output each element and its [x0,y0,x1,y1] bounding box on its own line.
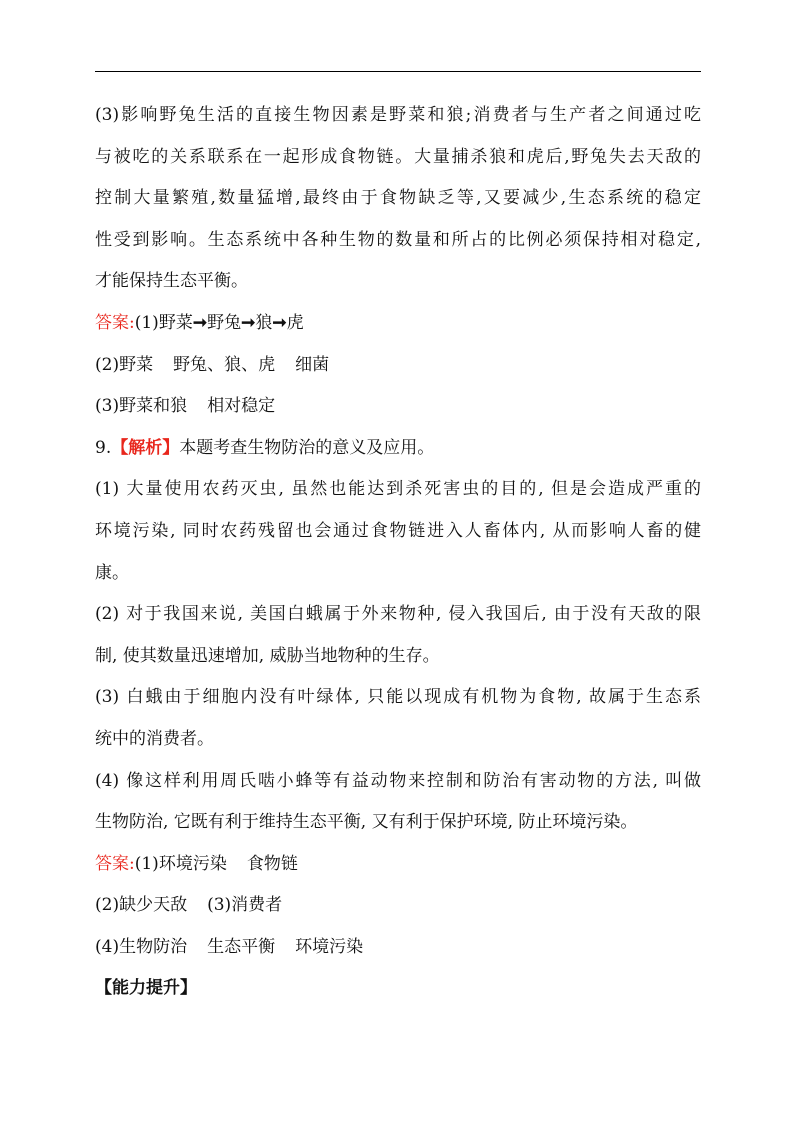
explanation-line: 性受到影响。生态系统中各种生物的数量和所占的比例必须保持相对稳定, [95,229,701,250]
answer-line [95,846,701,888]
answer-item: 相对稳定 [207,396,276,417]
answer-part-prefix: (1) [134,312,159,333]
answer-line [95,305,701,347]
answer-item: (3)野菜和狼 [95,396,188,417]
answer-item: (1)环境污染 [134,853,227,874]
answer-item: 生态平衡 [207,936,276,957]
explanation-line: 才能保持生态平衡。 [95,271,248,292]
answer-item: 细菌 [295,354,330,375]
food-chain-item: 野兔 [207,312,242,333]
answer-label: 答案: [95,312,135,333]
answer-item: (2)野菜 [95,354,154,375]
answer-item: (2)缺少天敌 [95,895,188,916]
question-intro: 本题考查生物防治的意义及应用。 [179,437,435,458]
explanation-line: 与被吃的关系联系在一起形成食物链。大量捕杀狼和虎后,野兔失去天敌的 [95,146,701,167]
explanation-line: (4) 像这样利用周氏啮小蜂等有益动物来控制和防治有害动物的方法, 叫做 [95,770,701,791]
explanation-line: 制, 使其数量迅速增加, 威胁当地物种的生存。 [95,645,440,666]
question-heading [95,430,701,472]
explanation-line: 统中的消费者。 [95,728,214,749]
answer-line [95,887,701,929]
explanation-line: (1) 大量使用农药灭虫, 虽然也能达到杀死害虫的目的, 但是会造成严重的 [95,479,701,500]
answer-line [95,388,701,430]
answer-item: 食物链 [246,853,298,874]
food-chain-arrow-icon: ➞ [272,312,287,333]
answer-item: (3)消费者 [207,895,283,916]
section-heading: 【能力提升】 [95,978,197,999]
analysis-tag: 【解析】 [111,437,180,458]
answer-item: 环境污染 [295,936,364,957]
explanation-line: (3)影响野兔生活的直接生物因素是野菜和狼;消费者与生产者之间通过吃 [95,105,701,125]
explanation-line: 生物防治, 它既有利于维持生态平衡, 又有利于保护环境, 防止环境污染。 [95,812,638,833]
document-body [95,97,701,1012]
answer-line [95,347,701,389]
question-number: 9. [95,437,112,458]
answer-item: (4)生物防治 [95,936,188,957]
food-chain-item: 虎 [286,312,304,333]
answer-item: 野兔、狼、虎 [173,354,276,375]
answer-label: 答案: [95,853,135,874]
explanation-line: 控制大量繁殖,数量猛增,最终由于食物缺乏等,又要减少,生态系统的稳定 [95,188,701,209]
explanation-line: 环境污染, 同时农药残留也会通过食物链进入人畜体内, 从而影响人畜的健 [95,520,701,541]
food-chain-item: 野菜 [158,312,193,333]
explanation-line: (2) 对于我国来说, 美国白蛾属于外来物种, 侵入我国后, 由于没有天敌的限 [95,604,701,625]
header-rule [95,71,701,72]
food-chain-arrow-icon: ➞ [192,312,208,333]
food-chain-item: 狼 [255,312,273,333]
explanation-line: 康。 [95,562,129,583]
food-chain-arrow-icon: ➞ [241,312,256,333]
answer-line [95,929,701,971]
explanation-line: (3) 白蛾由于细胞内没有叶绿体, 只能以现成有机物为食物, 故属于生态系 [95,687,701,708]
